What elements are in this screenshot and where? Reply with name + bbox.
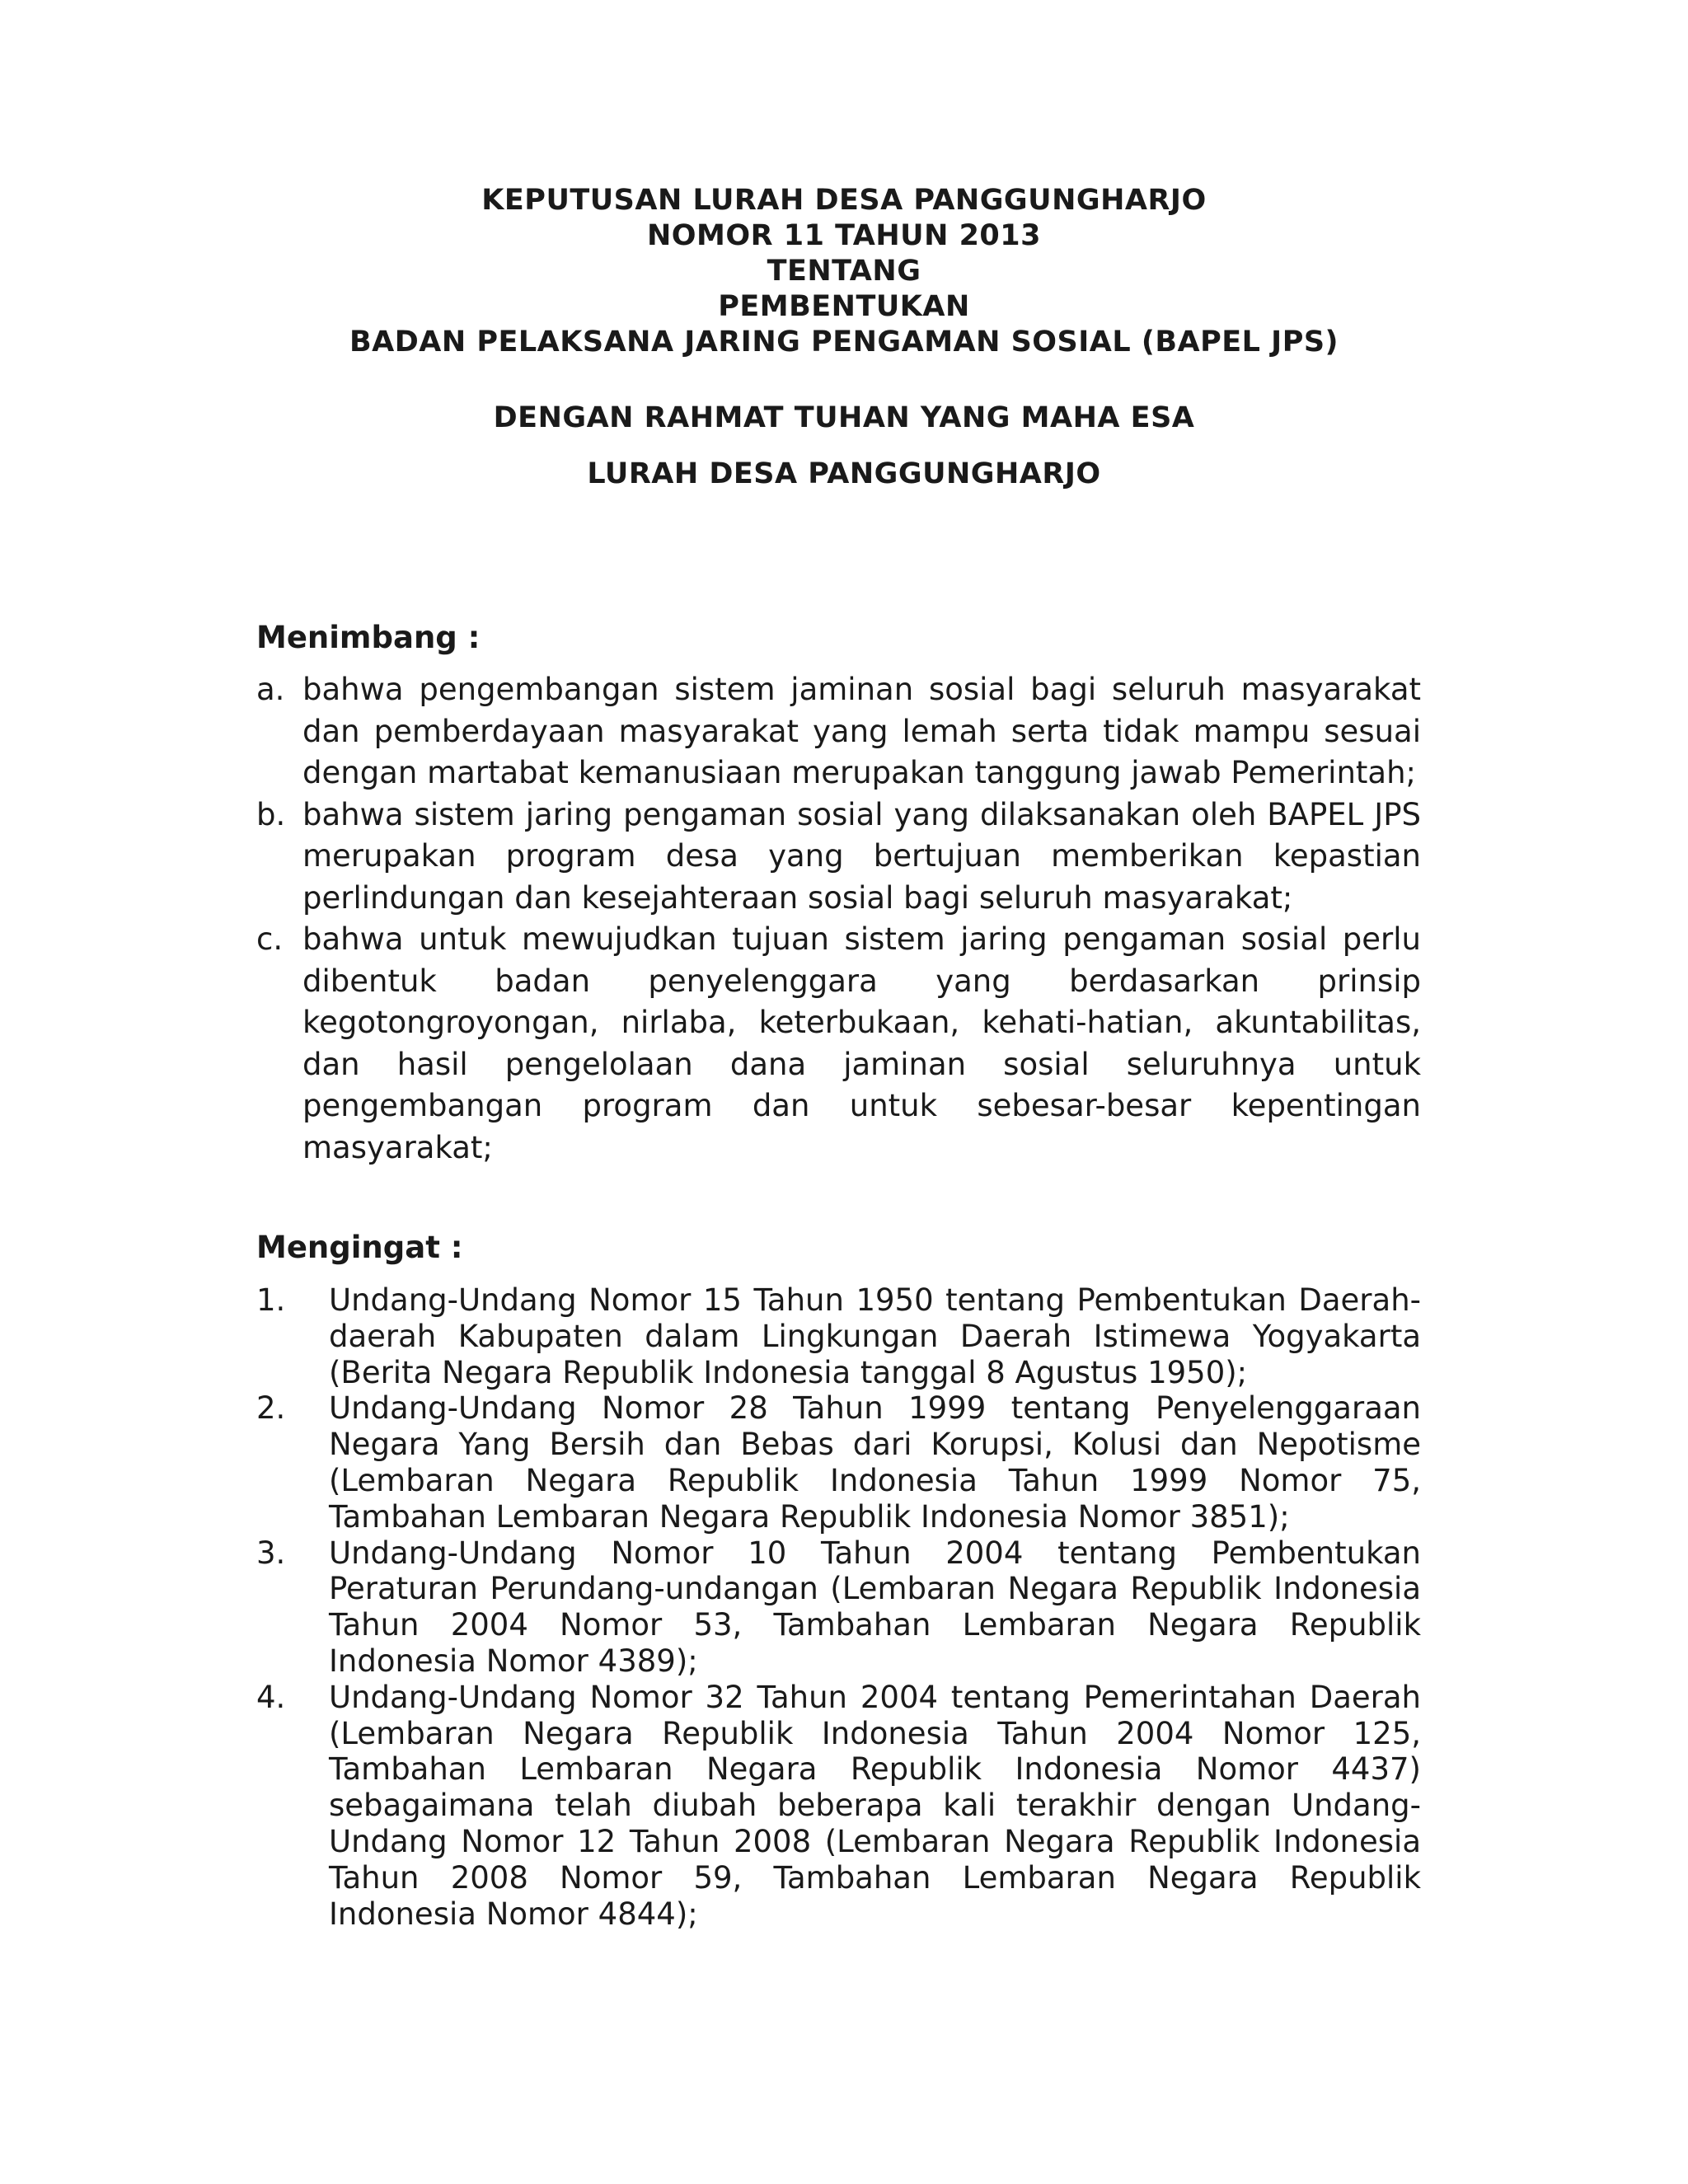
list-item-text: Undang-Undang Nomor 32 Tahun 2004 tentang Pemerintahan Daerah (Lembaran Negara Republik Indonesia Tahun 2004 Nomor 125, Tambahan Lembaran Negara Republik Indonesia Nomor 4437) sebagaimana telah diubah beberapa kali terakhir dengan Undang-Undang Nomor 12 Tahun 2008 (Lembaran Negara Republik Indonesia Tahun 2008 Nomor 59, Tambahan Lembaran Negara Republik Indonesia Nomor 4844); [329,1679,1421,1932]
header-number: NOMOR 11 TAHUN 2013 [646,219,1041,252]
list-item-text: Undang-Undang Nomor 28 Tahun 1999 tentang Penyelenggaraan Negara Yang Bersih dan Bebas dari Korupsi, Kolusi dan Nepotisme (Lembaran Negara Republik Indonesia Tahun 1999 Nomor 75, Tambahan Lembaran Negara Republik Indonesia Nomor 3851); [329,1390,1421,1535]
list-item-text: Undang-Undang Nomor 15 Tahun 1950 tentang Pembentukan Daerah-daerah Kabupaten dalam Lingkungan Daerah Istimewa Yogyakarta (Berita Negara Republik Indonesia tanggal 8 Agustus 1950); [329,1282,1421,1390]
list-marker: 2. [256,1390,286,1427]
list-item-text: bahwa untuk mewujudkan tujuan sistem jaring pengaman sosial perlu dibentuk badan penyelenggara yang berdasarkan prinsip kegotongroyongan, nirlaba, keterbukaan, kehati-hatian, akuntabilitas, dan hasil pengelolaan dana jaminan sosial seluruhnya untuk pengembangan program dan untuk sebesar-besar kepentingan masyarakat; [302,921,1421,1165]
list-item-text: bahwa pengembangan sistem jaminan sosial bagi seluruh masyarakat dan pemberdayaan masyarakat yang lemah serta tidak mampu sesuai dengan martabat kemanusiaan merupakan tanggung jawab Pemerintah; [302,672,1421,790]
menimbang-heading: Menimbang : [256,620,481,655]
list-item-text: Undang-Undang Nomor 10 Tahun 2004 tentang Pembentukan Peraturan Perundang-undangan (Lembaran Negara Republik Indonesia Tahun 2004 Nomor 53, Tambahan Lembaran Negara Republik Indonesia Nomor 4389); [329,1535,1421,1679]
header-pembentukan: PEMBENTUKAN [718,290,970,323]
header-subject: BADAN PELAKSANA JARING PENGAMAN SOSIAL (BAPEL JPS) [349,326,1339,359]
header-tentang: TENTANG [767,255,921,288]
list-item [256,1680,1421,1933]
mengingat-heading: Mengingat : [256,1230,463,1265]
header-title: KEPUTUSAN LURAH DESA PANGGUNGHARJO [481,184,1207,217]
list-item [256,1390,1421,1535]
opening-blessing: DENGAN RAHMAT TUHAN YANG MAHA ESA [493,401,1195,434]
opening-official: LURAH DESA PANGGUNGHARJO [587,457,1101,490]
list-marker: b. [256,796,286,832]
list-item-text: bahwa sistem jaring pengaman sosial yang dilaksanakan oleh BAPEL JPS merupakan program desa yang bertujuan memberikan kepastian perlindungan dan kesejahteraan sosial bagi seluruh masyarakat; [302,796,1421,916]
document-header [0,183,1688,360]
list-item [256,919,1421,1169]
list-marker: 1. [256,1282,286,1318]
list-marker: c. [256,921,284,957]
list-item [256,669,1421,794]
mengingat-list [256,1282,1421,1932]
list-marker: 4. [256,1679,286,1715]
list-marker: 3. [256,1535,286,1571]
list-item [256,794,1421,920]
list-item [256,1282,1421,1390]
list-marker: a. [256,672,285,707]
list-item [256,1535,1421,1680]
menimbang-list [256,669,1421,1169]
